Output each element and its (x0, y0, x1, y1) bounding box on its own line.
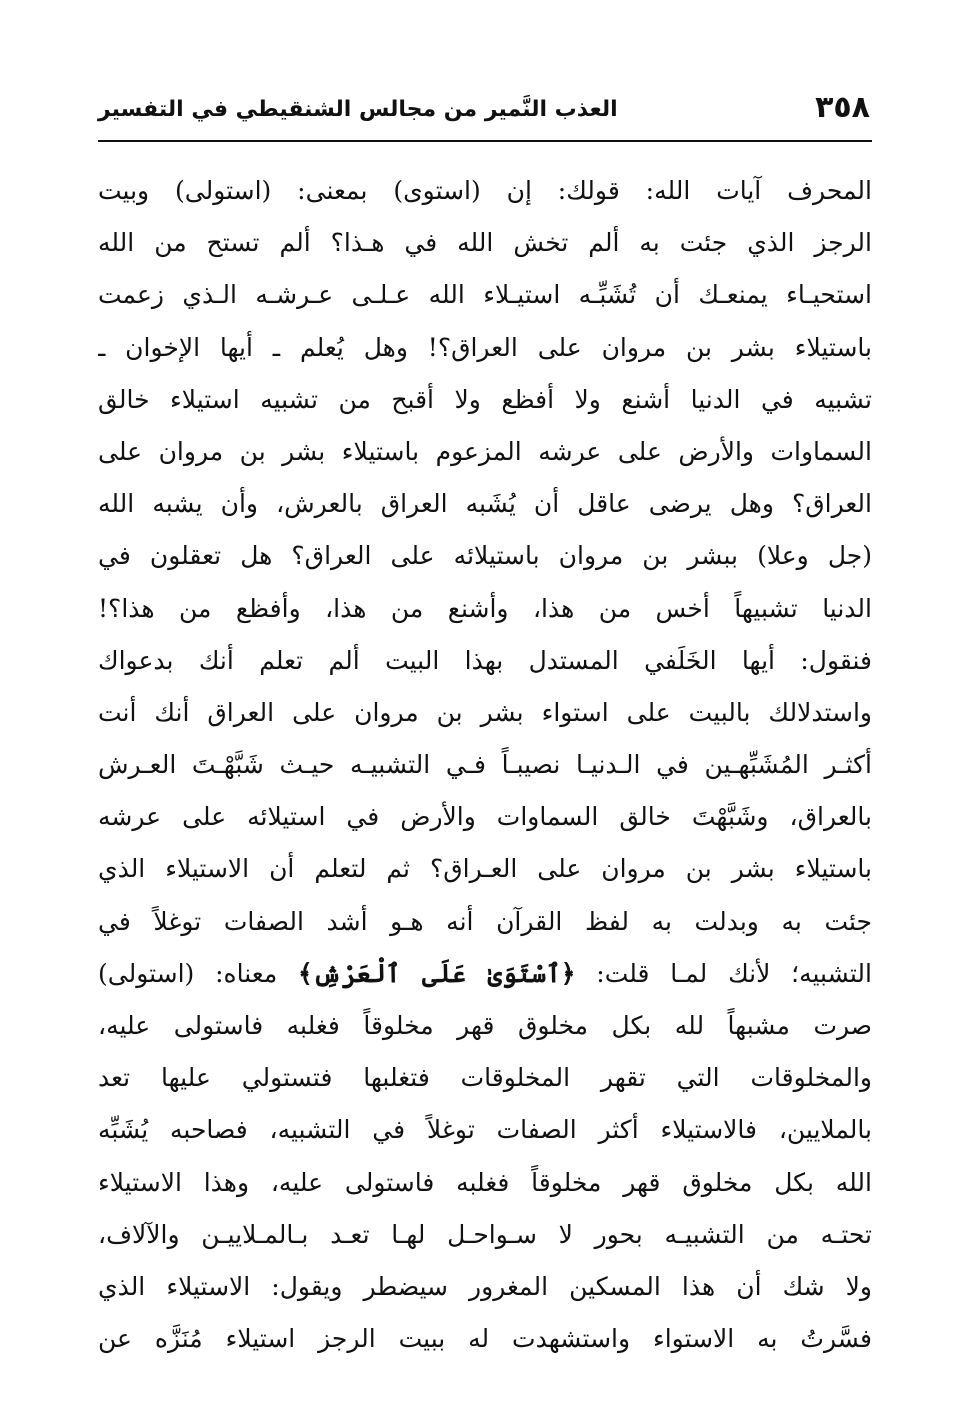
running-title: العذب النَّمير من مجالس الشنقيطي في التفسير (98, 97, 618, 122)
quran-verse: ﴿ٱسْتَوَىٰ عَلَى ٱلْعَرْشِ﴾ (298, 958, 576, 988)
text-line: العراق؟ وهل يرضى عاقل أن يُشَبه العراق بالعرش، وأن يشبه الله (98, 489, 872, 519)
text-line: تحتـه من التشبيـه بحور لا سـواحـل لهـا تعـد بـالمـلاييـن والآلاف، (98, 1219, 872, 1249)
page-number: ٣٥٨ (815, 90, 870, 125)
text-line: تشبيه في الدنيا أشنع ولا أفظع ولا أقبح من تشبيه استيلاء خالق (98, 384, 872, 414)
text-line: الرجز الذي جئت به ألم تخش الله في هـذا؟ ألم تستح من الله (98, 228, 872, 258)
text-line: بالعراق، وشَبَّهْتَ خالق السماوات والأرض في استيلائه على عرشه (98, 802, 872, 832)
text-segment: التشبيه؛ لأنك لمـا قلت: (575, 958, 872, 988)
text-line: فسَّرتُ به الاستواء واستشهدت له ببيت الرجز استيلاء مُنَزَّه عن (98, 1324, 872, 1354)
text-line: جئت به وبدلت به لفظ القرآن أنه هـو أشد الصفات توغلاً في (98, 906, 872, 936)
text-line: الله بكل مخلوق قهر مخلوقاً فغلبه فاستولى عليه، وهذا الاستيلاء (98, 1167, 872, 1197)
body-text (98, 165, 872, 1365)
text-line: فنقول: أيها الخَلَفي المستدل بهذا البيت ألم تعلم أنك بدعواك (98, 645, 872, 675)
text-line: بالملايين، فالاستيلاء أكثر الصفات توغلاً في التشبيه، فصاحبه يُشَبِّه (98, 1115, 872, 1145)
text-line: المحرف آيات الله: قولك: إن (استوى) بمعنى: (استولى) وبيت (98, 176, 872, 205)
text-line: باستيلاء بشر بن مروان على العراق؟! وهل يُعلم ـ أيها الإخوان ـ (98, 332, 872, 362)
text-line: (جل وعلا) ببشر بن مروان باستيلائه على العراق؟ هل تعقلون في (98, 541, 872, 571)
text-line: والمخلوقات التي تقهر المخلوقات فتغلبها فتستولي عليها تعد (98, 1063, 872, 1093)
text-line: صرت مشبهاً لله بكل مخلوق قهر مخلوقاً فغلبه فاستولى عليه، (98, 1011, 872, 1040)
text-segment: معناه: (استولى) (98, 958, 299, 988)
text-line-with-quran-verse (98, 948, 872, 1000)
text-line: ولا شك أن هذا المسكين المغرور سيضطر ويقول: الاستيلاء الذي (98, 1271, 872, 1301)
text-line: واستدلالك بالبيت على استواء بشر بن مروان على العراق أنك أنت (98, 697, 872, 727)
text-line: السماوات والأرض على عرشه المزعوم باستيلاء بشر بن مروان على (98, 436, 872, 466)
text-line: باستيلاء بشر بن مروان على العـراق؟ ثم لتعلم أن الاستيلاء الذي (98, 854, 872, 884)
page-header (98, 88, 872, 134)
text-line: أكثـر المُشَبِّهـين في الـدنيـا نصيبـاً فـي التشبيـه حيـث شَبَّهْـتَ العـرش (98, 750, 872, 780)
text-line: الدنيا تشبيهاً أخس من هذا، وأشنع من هذا، وأفظع من هذا؟! (98, 593, 872, 623)
header-divider (98, 140, 872, 142)
text-line: استحيـاء يمنعـك أن تُشَبِّـه استيـلاء الله عـلـى عـرشـه الـذي زعمت (98, 280, 872, 310)
